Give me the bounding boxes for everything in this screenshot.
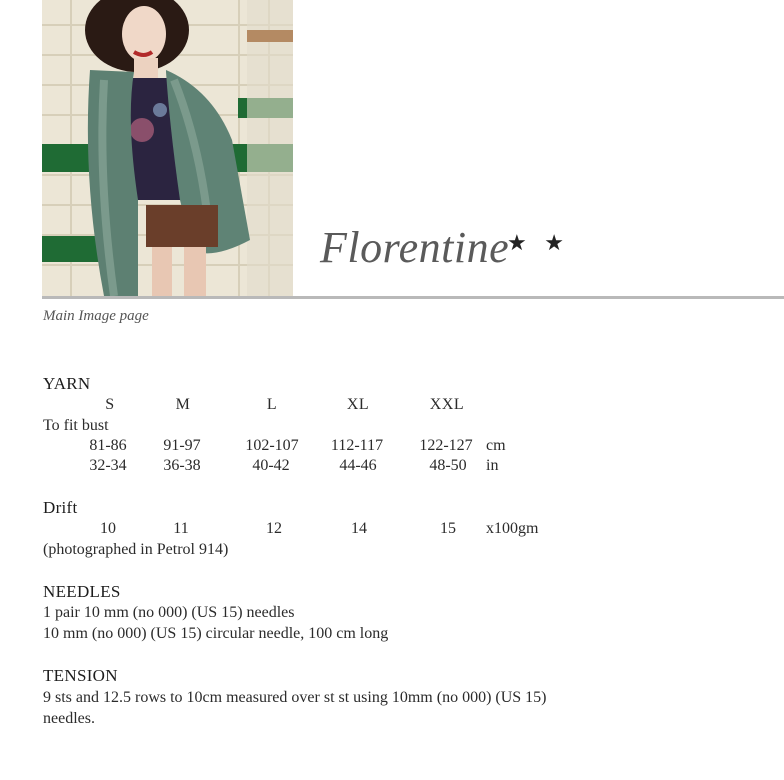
bust-in-s: 32-34: [89, 457, 127, 474]
main-photo: [42, 0, 293, 296]
needles-line-2: 10 mm (no 000) (US 15) circular needle, 100 cm long: [43, 625, 389, 642]
size-m: M: [175, 396, 191, 413]
bust-cm-m: 91-97: [163, 437, 201, 454]
pattern-title: Florentine: [320, 223, 510, 272]
drift-balls-m: 11: [173, 520, 189, 537]
tension-line-1: 9 sts and 12.5 rows to 10cm measured over st st using 10mm (no 000) (US 15): [43, 689, 547, 706]
model-photo-illustration: [42, 0, 293, 296]
size-xxl: XXL: [429, 396, 465, 413]
bust-cm-unit: cm: [486, 437, 506, 454]
fit-bust-label: To fit bust: [43, 417, 109, 434]
bust-in-xxl: 48-50: [429, 457, 467, 474]
bust-cm-s: 81-86: [89, 437, 127, 454]
yarn-heading: YARN: [43, 374, 91, 393]
needles-line-1: 1 pair 10 mm (no 000) (US 15) needles: [43, 604, 295, 621]
header-divider: [42, 296, 784, 299]
difficulty-stars: ★ ★: [507, 230, 570, 255]
size-l: L: [266, 396, 278, 413]
bust-in-xl: 44-46: [339, 457, 377, 474]
drift-note: (photographed in Petrol 914): [43, 541, 229, 558]
tension-line-2: needles.: [43, 710, 95, 727]
drift-unit: x100gm: [486, 520, 539, 537]
bust-cm-xl: 112-117: [330, 437, 384, 454]
bust-cm-l: 102-107: [245, 437, 299, 454]
drift-balls-l: 12: [266, 520, 282, 537]
needles-heading: NEEDLES: [43, 582, 121, 601]
size-xl: XL: [346, 396, 370, 413]
drift-balls-xxl: 15: [440, 520, 456, 537]
bust-in-unit: in: [486, 457, 499, 474]
bust-in-m: 36-38: [163, 457, 201, 474]
size-s: S: [105, 396, 115, 413]
bust-cm-xxl: 122-127: [419, 437, 473, 454]
tension-heading: TENSION: [43, 666, 118, 685]
image-caption: Main Image page: [43, 308, 149, 324]
drift-balls-xl: 14: [351, 520, 367, 537]
bust-in-l: 40-42: [252, 457, 290, 474]
drift-heading: Drift: [43, 498, 78, 517]
drift-balls-s: 10: [100, 520, 116, 537]
